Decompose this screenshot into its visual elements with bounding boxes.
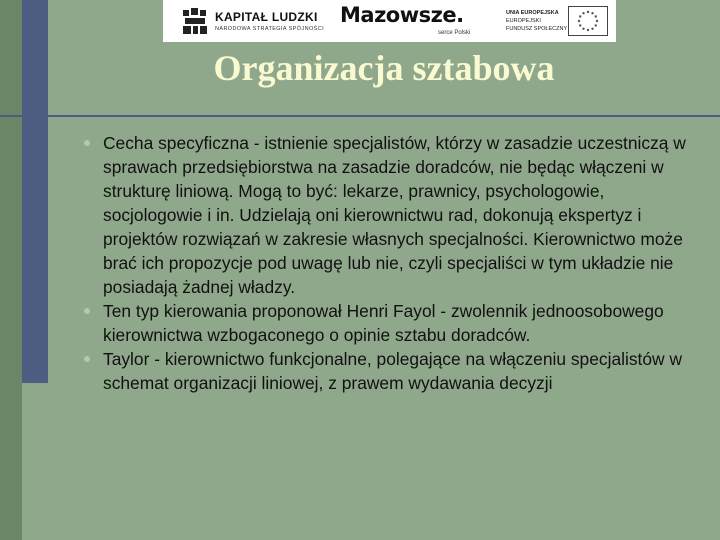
bullet-text: Taylor - kierownictwo funkcjonalne, polegające na włączeniu specjalistów w schemat organizacji liniowej, z prawem wydawania decyzji — [103, 349, 683, 393]
slide-title: Organizacja sztabowa — [213, 48, 555, 88]
logo-strip — [163, 0, 616, 42]
bullet-text: Cecha specyficzna - istnienie specjalistów, którzy w zasadzie uczestniczą w sprawach przedsiębiorstwa na zasadzie doradców, nie będąc włączeni w strukturę liniową. Mogą to być: lekarze, prawnicy, psychologowie, socjologowie i in. Udzielają oni kierownictwu rad, dokonują ekspertyz i projektów rozwiązań w zakresie własnych specjalności. Kierownictwo może brać ich propozycje pod uwagę lub nie, czyli specjaliści w tym układzie nie posiadają żadnej władzy. — [103, 133, 686, 297]
kapital-ludzki-logo — [181, 3, 333, 39]
bullet-item — [80, 347, 700, 395]
bullet-dot-icon — [84, 308, 90, 314]
bullet-text: Ten typ kierowania proponował Henri Fayol - zwolennik jednoosobowego kierownictwa wzbogaconego o opinie sztabu doradców. — [103, 301, 664, 345]
bullet-dot-icon — [84, 140, 90, 146]
eu-line-3: FUNDUSZ SPOŁECZNY — [506, 26, 568, 32]
left-accent-bar — [22, 0, 48, 383]
mazowsze-title: Mazowsze. — [340, 3, 464, 27]
left-decor-band — [0, 0, 22, 540]
mazowsze-logo — [340, 2, 485, 40]
kapital-ludzki-emblem-icon — [181, 6, 209, 36]
eu-line-2: EUROPEJSKI — [506, 18, 541, 24]
eu-line-1: UNIA EUROPEJSKA — [506, 10, 559, 16]
mazowsze-subtitle: serce Polski — [438, 30, 471, 36]
title-divider — [0, 115, 720, 117]
bullet-list — [80, 131, 700, 395]
bullet-dot-icon — [84, 356, 90, 362]
bullet-item — [80, 299, 700, 347]
bullet-item — [80, 131, 700, 299]
eu-flag-icon — [568, 6, 608, 36]
eu-logo — [506, 3, 612, 39]
kapital-ludzki-subtitle: NARODOWA STRATEGIA SPÓJNOŚCI — [215, 26, 324, 32]
kapital-ludzki-title: KAPITAŁ LUDZKI — [215, 10, 318, 24]
